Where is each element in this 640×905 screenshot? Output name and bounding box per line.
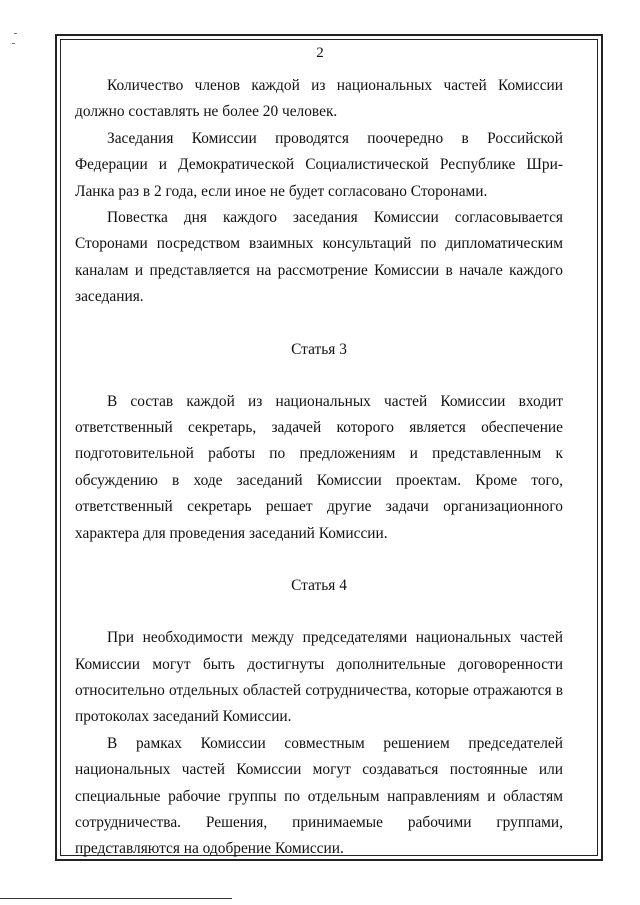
paragraph: При необходимости между председателями национальных частей Комиссии могут быть достигнуты дополнительные договоренности относительно отдельных областей сотрудничества, которые отражаются в протоколах заседаний Комиссии.	[75, 629, 563, 726]
paragraph: В состав каждой из национальных частей Комиссии входит ответственный секретарь, задачей которого является обеспечение подготовительной работы по предложениям и представленным к обсуждению в ходе заседаний Комиссии проектам. Кроме того, ответственный секретарь решает другие задачи организационного характера для проведения заседаний Комиссии.	[75, 392, 563, 542]
article-heading: Статья 4	[291, 577, 347, 595]
article-heading: Статья 3	[291, 340, 347, 358]
paragraph: В рамках Комиссии совместным решением председателей национальных частей Комиссии могут создаваться постоянные или специальные рабочие группы по отдельным направлениям и областям сотрудничества. Решения, принимаемые рабочими группами, представляются на одобрение Комиссии.	[75, 734, 563, 858]
paragraph: Количество членов каждой из национальных частей Комиссии должно составлять не более 20 человек.	[75, 77, 563, 121]
document-body	[75, 73, 563, 863]
paragraph: Заседания Комиссии проводятся поочередно в Российской Федерации и Демократической Социалистической Республике Шри-Ланка раз в 2 года, если иное не будет согласовано Сторонами.	[75, 129, 563, 200]
scan-edge-line	[0, 898, 232, 899]
page-number: 2	[316, 45, 324, 61]
paragraph: Повестка дня каждого заседания Комиссии согласовывается Сторонами посредством взаимных консультаций по дипломатическим каналам и представляется на рассмотрение Комиссии в начале каждого заседания.	[75, 209, 563, 306]
scan-artifact	[14, 33, 17, 34]
